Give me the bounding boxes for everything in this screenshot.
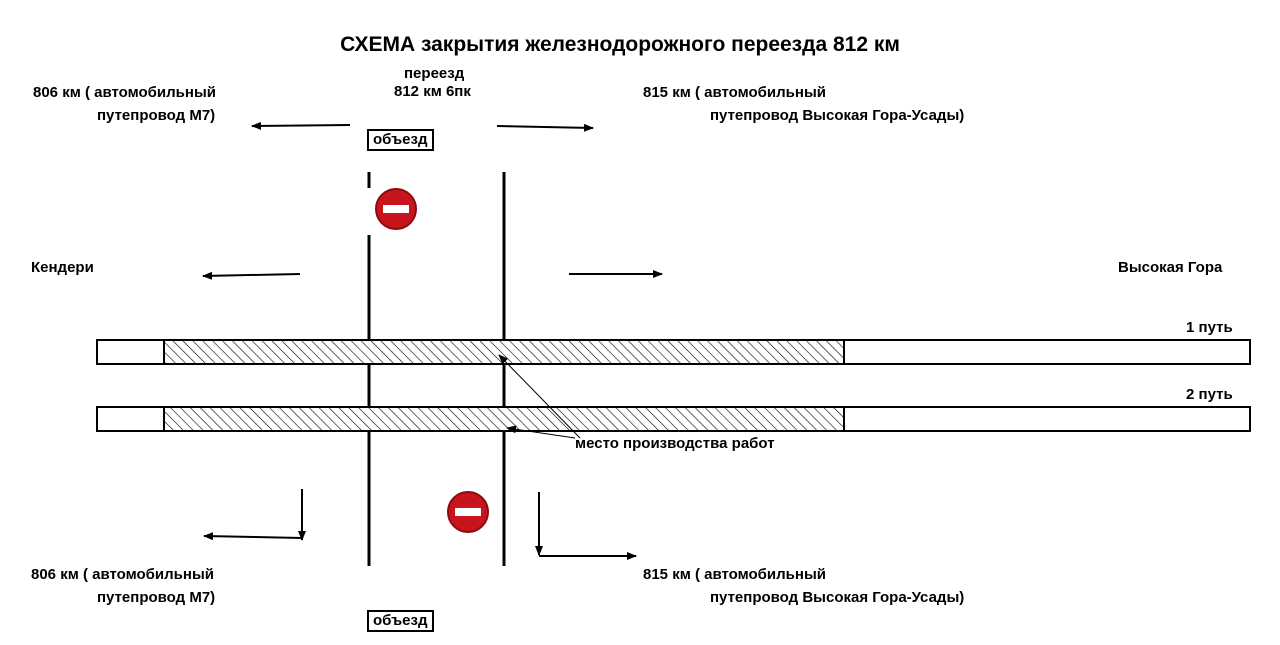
- arrow-top-right: [497, 126, 593, 128]
- bottom-right-line1: 815 км ( автомобильный: [643, 566, 826, 583]
- detour-bottom-label: объезд: [367, 610, 434, 632]
- top-right-line1: 815 км ( автомобильный: [643, 84, 826, 101]
- arrow-bottom-left: [204, 489, 302, 538]
- track-2-label: 2 путь: [1186, 386, 1233, 403]
- track-2: [97, 407, 1250, 431]
- detour-top-label: объезд: [367, 129, 434, 151]
- east-label: Высокая Гора: [1118, 259, 1223, 276]
- top-left-line1: 806 км ( автомобильный: [33, 84, 216, 101]
- west-label: Кендери: [31, 259, 94, 276]
- arrow-top-left: [252, 125, 350, 126]
- bottom-right-line2: путепровод Высокая Гора-Усады): [710, 589, 965, 606]
- scheme-title: СХЕМА закрытия железнодорожного переезда 812 км: [340, 33, 900, 56]
- arrow-west: [203, 274, 300, 276]
- bottom-left-line1: 806 км ( автомобильный: [31, 566, 214, 583]
- crossing-label-line2: 812 км 6пк: [394, 83, 471, 100]
- work-site-label: место производства работ: [575, 435, 775, 452]
- track-1-label: 1 путь: [1186, 319, 1233, 336]
- crossing-label-line1: переезд: [404, 65, 465, 82]
- bottom-left-line2: путепровод М7): [97, 589, 216, 606]
- work-zone-track-2: [164, 407, 844, 431]
- top-right-line2: путепровод Высокая Гора-Усады): [710, 107, 965, 124]
- track-1: [97, 340, 1250, 364]
- no-entry-sign-top: [376, 189, 416, 229]
- no-entry-sign-bottom: [448, 492, 488, 532]
- top-left-line2: путепровод М7): [97, 107, 216, 124]
